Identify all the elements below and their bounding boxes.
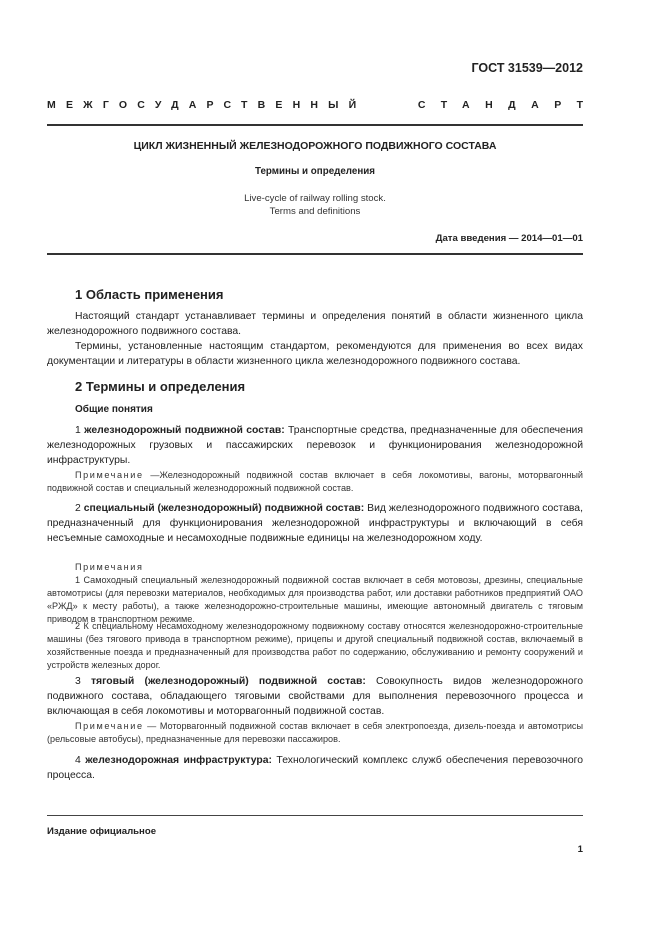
term-3 [47,674,583,720]
term-name: специальный (железнодорожный) подвижной состав: [83,503,365,514]
term-name: железнодорожная инфраструктура: [85,755,273,766]
date-divider [47,253,583,255]
footer-divider [47,815,583,816]
note-2-2: 2 К специальному несамоходному железнодорожному подвижному составу относятся железнодорожно-строительные машины (без тягового привода в транспортном режиме), прицепы и другой специальный подвижной состав, включаемый в хозяйственные поезда и предназначенный для производства работ по содержанию, обслуживанию и ремонту сооружений и устройств железных дорог. [47,621,583,670]
interstate-word: МЕЖГОСУДАРСТВЕННЫЙ [47,99,367,111]
term-definition: Технологический комплекс служб обеспечения перевозочного процесса. [47,755,583,782]
note-label: Примечание [75,721,144,731]
term-2 [47,501,583,547]
note-label: Примечание [75,470,144,480]
term-name: тяговый (железнодорожный) подвижной состав: [90,676,366,687]
term-number: 4 [75,755,86,766]
english-title-line2: Terms and definitions [269,206,361,217]
section1-para2: Термины, установленные настоящим стандартом, рекомендуются для применения во всех видах документации и литературы в области жизненного цикла железнодорожного подвижного состава. [47,341,583,368]
notes-2-label [47,561,583,574]
term-definition: Транспортные средства, предназначенные для обеспечения железнодорожных грузовых и пассажирских перевозок и функционирования железнодорожной инфраструктуры. [47,425,583,467]
english-title-line1: Live-cycle of railway rolling stock. [244,193,386,204]
term-number: 2 [75,503,84,514]
term-number: 3 [75,676,91,687]
gost-number: ГОСТ 31539—2012 [471,61,583,75]
interstate-standard-banner [47,99,599,111]
note-1 [47,469,583,495]
document-subtitle: Термины и определения [254,166,376,177]
term-definition: Вид железнодорожного подвижного состава, предназначенный для функционирования железнодорожной инфраструктуры и включающий в себя несъемные самоходные и несамоходные подвижные единицы на железнодорожном ходу. [47,503,583,545]
page-number: 1 [577,844,583,855]
term-1 [47,423,583,469]
section2-heading: 2 Термины и определения [75,379,246,394]
note-2-1: 1 Самоходный специальный железнодорожный подвижной состав включает в себя мотовозы, дрезины, специальные автомотрисы (для перевозки материалов, необходимых для производства работ, или доставки работников предприятий ОАО «РЖД» к месту работы), а также железнодорожно-строительные машины, имеющие автономный двигатель с тяговым приводом в транспортном режиме. [47,575,583,624]
document-title: ЦИКЛ ЖИЗНЕННЫЙ ЖЕЛЕЗНОДОРОЖНОГО ПОДВИЖНОГО СОСТАВА [133,140,497,152]
header-divider [47,124,583,126]
english-title [47,192,583,218]
term-name: железнодорожный подвижной состав: [84,425,285,436]
official-edition: Издание официальное [47,826,157,837]
section1-heading: 1 Область применения [75,287,224,302]
term-definition: Совокупность видов железнодорожного подвижного состава, обладающего тяговыми свойствами для выполнения перевозочного процесса и включающая в себя локомотивы и моторвагонный подвижной состав. [47,676,583,718]
introduction-date: Дата введения — 2014—01—01 [435,233,583,244]
term-4 [47,753,583,783]
note-text: — Моторвагонный подвижной состав включает в себя электропоезда, дизель-поезда и автомотрисы (рельсовые автобусы), предназначенные для перевозки пассажиров. [47,721,583,744]
general-concepts-heading: Общие понятия [75,404,153,415]
term-number: 1 [75,425,85,436]
note-3 [47,720,583,746]
section1-para1: Настоящий стандарт устанавливает термины и определения понятий в области жизненного цикла железнодорожного подвижного состава. [47,311,583,338]
standard-word: СТАНДАРТ [417,99,599,111]
note-text: —Железнодорожный подвижной состав включает в себя локомотивы, вагоны, моторвагонный подвижной состав и специальный железнодорожный подвижной состав. [47,470,583,493]
notes-label: Примечания [75,562,144,572]
